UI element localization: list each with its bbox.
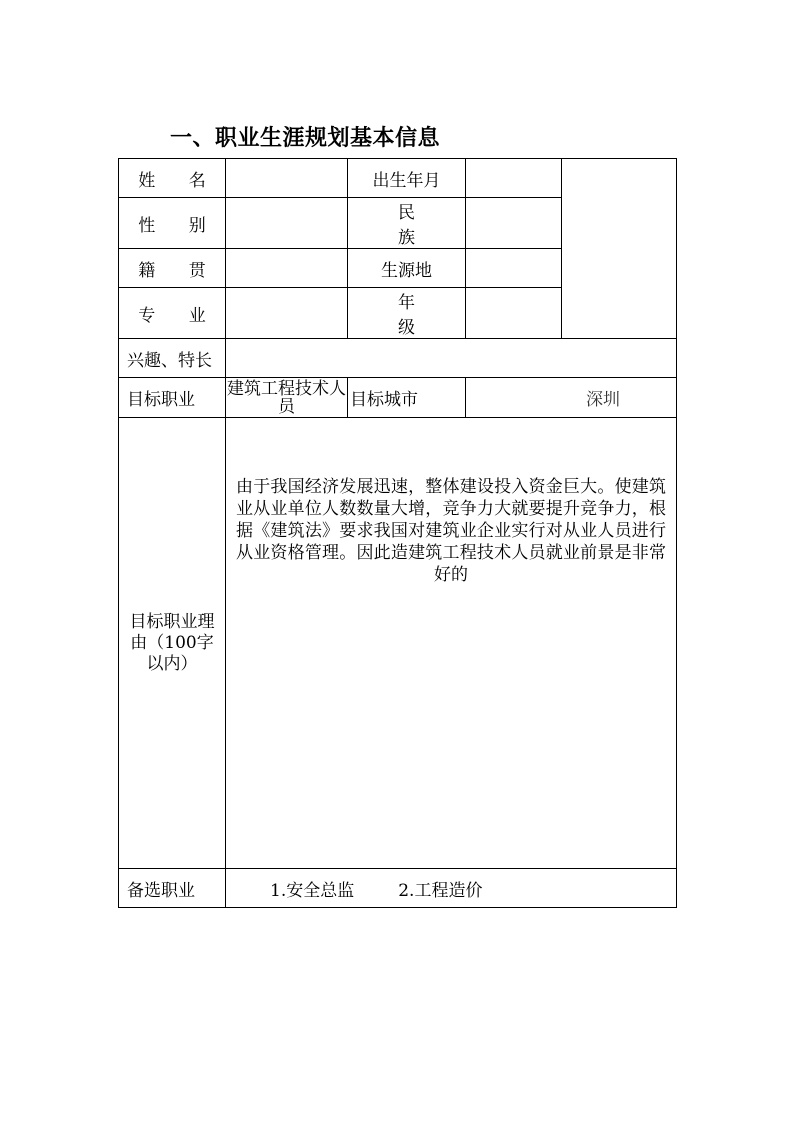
grade-label: 年 级 bbox=[348, 288, 466, 339]
alt-jobs-label: 备选职业 bbox=[119, 869, 226, 908]
career-info-table bbox=[118, 158, 677, 908]
reason-field[interactable] bbox=[226, 418, 677, 869]
major-label: 专 业 bbox=[119, 288, 226, 339]
grade-field[interactable] bbox=[466, 288, 562, 339]
reason-label: 目标职业理由（100字以内） bbox=[119, 418, 226, 869]
reason-text: 由于我国经济发展迅速，整体建设投入资金巨大。使建筑业从业单位人数数量大增，竞争力大就要提升竞争力，根据《建筑法》要求我国对建筑业企业实行对从业人员进行从业资格管理。因此造建筑工程技术人员就业前景是非常好的 bbox=[236, 477, 666, 585]
ethnicity-label: 民 族 bbox=[348, 198, 466, 249]
alt-job-1: 1.安全总监 bbox=[270, 880, 355, 901]
alt-job-2: 2.工程造价 bbox=[398, 880, 483, 901]
gender-label: 性 别 bbox=[119, 198, 226, 249]
page-title: 一、职业生涯规划基本信息 bbox=[170, 126, 441, 151]
photo-box[interactable] bbox=[562, 159, 677, 339]
ethnicity-field[interactable] bbox=[466, 198, 562, 249]
target-job-value[interactable]: 建筑工程技术人员 bbox=[227, 378, 346, 417]
native-place-label: 籍 贯 bbox=[119, 249, 226, 288]
name-field[interactable] bbox=[226, 159, 348, 198]
gender-field[interactable] bbox=[226, 198, 348, 249]
alt-jobs-field[interactable] bbox=[226, 869, 677, 908]
origin-field[interactable] bbox=[466, 249, 562, 288]
birth-label: 出生年月 bbox=[348, 159, 466, 198]
target-city-value[interactable]: 深圳 bbox=[466, 378, 677, 418]
hobbies-label: 兴趣、特长 bbox=[119, 339, 226, 378]
origin-label: 生源地 bbox=[348, 249, 466, 288]
birth-field[interactable] bbox=[466, 159, 562, 198]
hobbies-field[interactable] bbox=[226, 339, 677, 378]
major-field[interactable] bbox=[226, 288, 348, 339]
native-place-field[interactable] bbox=[226, 249, 348, 288]
target-job-label: 目标职业 bbox=[119, 378, 226, 418]
target-city-label: 目标城市 bbox=[348, 378, 466, 418]
name-label: 姓 名 bbox=[119, 159, 226, 198]
